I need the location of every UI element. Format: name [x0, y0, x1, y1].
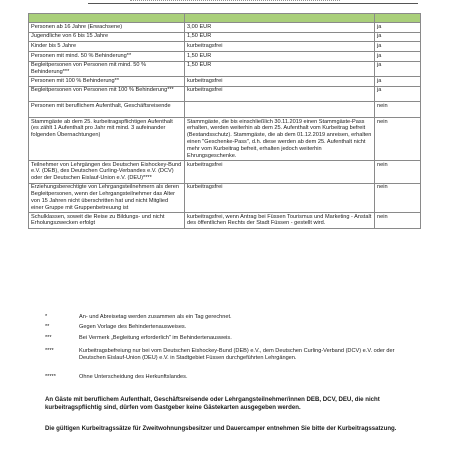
- table-row: [29, 61, 421, 77]
- row-rate: Stammgäste, die bis einschließlich 30.11.2019 einen Stammgäste-Pass erhalten, werden weiterhin ab dem 25. Aufenthalt vom Kurbeitrag befreit (Bestandsschutz). Stammgäste, die ab dem 01.12.2019 anreisen, erhalten einen "Geschenke-Pass", d.h. diese werden ab dem 25. Aufenthalt nicht mehr vom Kurbeitrag befreit, erhalten jedoch weiterhin Ehrungsgeschenke.: [185, 118, 375, 161]
- footnote-mark: ****: [45, 348, 54, 354]
- kurbeitrag-table: [28, 13, 421, 229]
- table-row: [29, 102, 421, 118]
- row-honour-flag: nein: [375, 118, 421, 161]
- row-description: Personen mit beruflichem Aufenthalt, Geschäftsreisende: [29, 102, 185, 118]
- table-row: [29, 183, 421, 212]
- row-rate: 1,50 EUR: [185, 51, 375, 61]
- row-rate: kurbeitragsfrei: [185, 160, 375, 183]
- top-dotted-rule: [130, 0, 340, 3]
- row-description: Personen mit mind. 50 % Behinderung**: [29, 51, 185, 61]
- table-row: [29, 77, 421, 87]
- row-description: Schulklassen, soweit die Reise zu Bildungs- und nicht Erholungszwecken erfolgt: [29, 212, 185, 228]
- footnote-text: Bei Vermerk „Begleitung erforderlich" im Behindertenausweis.: [79, 335, 232, 341]
- row-rate: 3,00 EUR: [185, 23, 375, 33]
- footnote-text: Ohne Unterscheidung des Herkunftslandes.: [79, 374, 188, 380]
- footnote-text: An- und Abreisetag werden zusammen als ein Tag gerechnet.: [79, 314, 232, 320]
- row-description: Stammgäste ab dem 25. kurbeitragspflichtigen Aufenthalt (es zählt 1 Aufenthalt pro Jahr mit mind. 3 aufeinander folgenden Übernachtungen): [29, 118, 185, 161]
- closing-paragraph-guest-cards: An Gäste mit beruflichem Aufenthalt, Geschäftsreisende oder Lehrgangsteilnehmer/innen DEB, DCV, DEU, die nicht kurbeitragspflichtig sind, dürfen vom Gastgeber keine Gästekarten ausgegeben werden.: [45, 396, 380, 411]
- row-description: Teilnehmer von Lehrgängen des Deutschen Eishockey-Bund e.V. (DEB), des Deutschen Curling-Verbandes e.V. (DCV) oder der Deutschen Eislauf-Union e.V. (DEU)****: [29, 160, 185, 183]
- footnote-text: Kurbeitragsbefreiung nur bei vom Deutschen Eishockey-Bund (DEB) e.V., dem Deutschen Curling-Verband (DCV) e.V. oder der Deutschen Eislauf-Union (DEU) e.V. in Stadtgebiet Füssen durchgeführten Lehrgängen.: [79, 348, 395, 361]
- table-row: [29, 160, 421, 183]
- footnote-mark: *: [45, 314, 48, 320]
- row-rate: 1,50 EUR: [185, 32, 375, 42]
- row-honour-flag: ja: [375, 77, 421, 87]
- row-honour-flag: nein: [375, 102, 421, 118]
- row-honour-flag: ja: [375, 86, 421, 102]
- row-description: Kinder bis 5 Jahre: [29, 42, 185, 52]
- table-row: [29, 42, 421, 52]
- table-row: [29, 32, 421, 42]
- row-honour-flag: ja: [375, 42, 421, 52]
- footnote-mark: *****: [45, 374, 56, 380]
- row-description: Begleitpersonen von Personen mit mind. 50 % Behinderung***: [29, 61, 185, 77]
- row-rate: 1,50 EUR: [185, 61, 375, 77]
- row-rate: kurbeitragsfrei: [185, 42, 375, 52]
- row-honour-flag: ja: [375, 51, 421, 61]
- table-row: [29, 23, 421, 33]
- header-cell-2: [185, 14, 375, 23]
- table-row: [29, 86, 421, 102]
- row-description: Personen mit 100 % Behinderung**: [29, 77, 185, 87]
- closing-paragraph-statute: Die gültigen Kurbeitragssätze für Zweitwohnungsbesitzer und Dauercamper entnehmen Sie bitte der Kurbeitragssatzung.: [45, 425, 397, 432]
- header-cell-3: [375, 14, 421, 23]
- header-cell-1: [29, 14, 185, 23]
- row-description: Erziehungsberechtigte von Lehrgangsteilnehmern als deren Begleitpersonen, wenn der Lehrgangsteilnehmer das Alter von 15 Jahren nicht überschritten hat und nicht Mitglied einer Gruppe mit Gruppenbetreuung ist: [29, 183, 185, 212]
- row-rate: kurbeitragsfrei: [185, 86, 375, 102]
- footnote-mark: ***: [45, 335, 52, 341]
- row-honour-flag: ja: [375, 61, 421, 77]
- row-description: Jugendliche von 6 bis 15 Jahre: [29, 32, 185, 42]
- row-honour-flag: nein: [375, 212, 421, 228]
- row-honour-flag: ja: [375, 23, 421, 33]
- table-row: [29, 212, 421, 228]
- row-rate: [185, 102, 375, 118]
- row-description: Personen ab 16 Jahre (Erwachsene): [29, 23, 185, 33]
- footnote-text: Gegen Vorlage des Behindertenausweises.: [79, 324, 187, 330]
- row-honour-flag: ja: [375, 32, 421, 42]
- top-rule: [88, 3, 418, 4]
- footnote-mark: **: [45, 324, 50, 330]
- row-rate: kurbeitragsfrei: [185, 183, 375, 212]
- row-rate: kurbeitragsfrei: [185, 77, 375, 87]
- row-rate: kurbeitragsfrei, wenn Antrag bei Füssen Tourismus und Marketing - Anstalt des öffentlichen Rechts der Stadt Füssen - gestellt wird.: [185, 212, 375, 228]
- row-description: Begleitpersonen von Personen mit 100 % Behinderung***: [29, 86, 185, 102]
- table-row: [29, 118, 421, 161]
- row-honour-flag: nein: [375, 160, 421, 183]
- table-row: [29, 51, 421, 61]
- table-header-row: [29, 14, 421, 23]
- row-honour-flag: nein: [375, 183, 421, 212]
